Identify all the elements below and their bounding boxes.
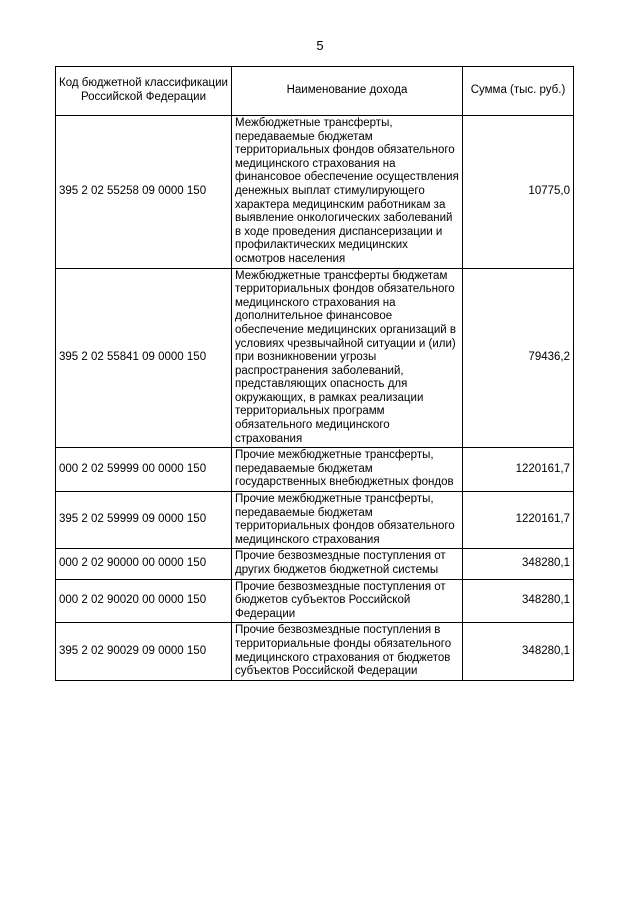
- table-row: [56, 549, 574, 579]
- row-amount: 1220161,7: [463, 448, 574, 492]
- row-amount: 1220161,7: [463, 492, 574, 549]
- table-row: [56, 116, 574, 269]
- row-name: Прочие безвозмездные поступления от других бюджетов бюджетной системы: [232, 549, 463, 579]
- row-code: 000 2 02 59999 00 0000 150: [56, 448, 232, 492]
- row-code: 395 2 02 59999 09 0000 150: [56, 492, 232, 549]
- row-code: 395 2 02 55841 09 0000 150: [56, 268, 232, 448]
- table-row: [56, 492, 574, 549]
- row-name: Межбюджетные трансферты, передаваемые бюджетам территориальных фондов обязательного медицинского страхования на финансовое обеспечение осуществления денежных выплат стимулирующего характера медицинским работникам за выявление онкологических заболеваний в ходе проведения диспансеризации и профилактических медицинских осмотров населения: [232, 116, 463, 269]
- table-row: [56, 623, 574, 680]
- row-name: Прочие межбюджетные трансферты, передаваемые бюджетам территориальных фондов обязательного медицинского страхования: [232, 492, 463, 549]
- row-code: 395 2 02 55258 09 0000 150: [56, 116, 232, 269]
- row-amount: 10775,0: [463, 116, 574, 269]
- table-row: [56, 268, 574, 448]
- table-row: [56, 579, 574, 623]
- row-name: Прочие безвозмездные поступления от бюджетов субъектов Российской Федерации: [232, 579, 463, 623]
- header-code: Код бюджетной классификации Российской Федерации: [56, 67, 232, 116]
- row-amount: 348280,1: [463, 549, 574, 579]
- row-amount: 348280,1: [463, 623, 574, 680]
- row-code: 395 2 02 90029 09 0000 150: [56, 623, 232, 680]
- table-header-row: [56, 67, 574, 116]
- table-row: [56, 448, 574, 492]
- page-number: 5: [316, 38, 324, 53]
- budget-income-table: [55, 66, 574, 681]
- row-amount: 79436,2: [463, 268, 574, 448]
- row-code: 000 2 02 90000 00 0000 150: [56, 549, 232, 579]
- row-name: Прочие межбюджетные трансферты, передаваемые бюджетам государственных внебюджетных фондов: [232, 448, 463, 492]
- row-code: 000 2 02 90020 00 0000 150: [56, 579, 232, 623]
- row-amount: 348280,1: [463, 579, 574, 623]
- header-name: Наименование дохода: [232, 67, 463, 116]
- row-name: Прочие безвозмездные поступления в территориальные фонды обязательного медицинского страхования от бюджетов субъектов Российской Федерации: [232, 623, 463, 680]
- header-amount: Сумма (тыс. руб.): [463, 67, 574, 116]
- row-name: Межбюджетные трансферты бюджетам территориальных фондов обязательного медицинского страхования на дополнительное финансовое обеспечение медицинских организаций в условиях чрезвычайной ситуации и (или) при возникновении угрозы распространения заболеваний, представляющих опасность для окружающих, в рамках реализации территориальных программ обязательного медицинского страхования: [232, 268, 463, 448]
